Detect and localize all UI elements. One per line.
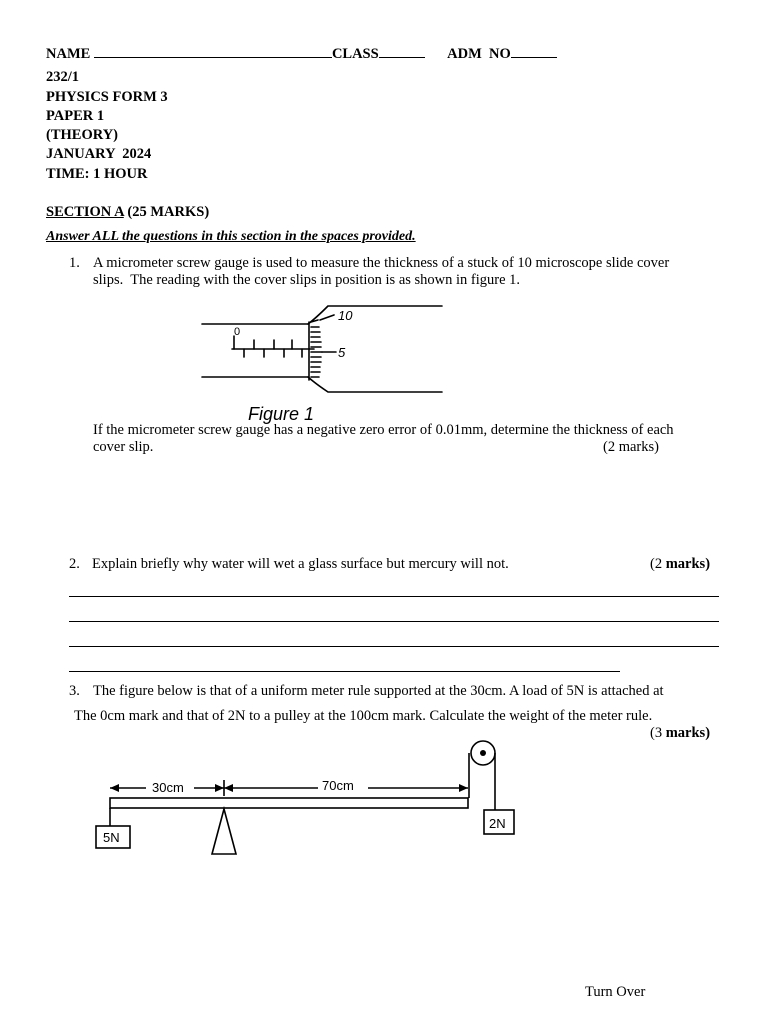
paper-type: (THEORY) (46, 127, 118, 143)
exam-date: JANUARY 2024 (46, 146, 152, 162)
adm-no-blank[interactable] (511, 44, 557, 58)
q1-line-1: A micrometer screw gauge is used to measure the thickness of a stuck of 10 microscope slide cover (93, 255, 670, 271)
paper-code: 232/1 (46, 69, 80, 85)
pulley-axle (480, 750, 486, 756)
answer-line[interactable] (69, 596, 719, 597)
name-label: NAME (46, 46, 91, 62)
q2-marks-word: marks) (665, 556, 711, 572)
q3-marks-open: (3 (650, 725, 666, 741)
arrow-head-left (110, 784, 119, 792)
section-heading (46, 204, 209, 221)
q1-line-2: slips. The reading with the cover slips in position is as shown in figure 1. (93, 272, 521, 288)
arrow-head-pivot-right (224, 784, 233, 792)
load-5n-label: 5N (103, 830, 120, 845)
thimble-10-label: 10 (338, 308, 353, 323)
name-blank[interactable] (94, 44, 332, 58)
distance-70cm-label: 70cm (322, 778, 354, 793)
class-label: CLASS (331, 46, 379, 62)
q2-marks (650, 556, 710, 573)
q2-marks-open: (2 (650, 556, 666, 572)
arrow-head-pivot-left (215, 784, 224, 792)
section-marks: (25 MARKS) (127, 204, 210, 220)
distance-30cm-label: 30cm (152, 780, 184, 795)
q2-text: Explain briefly why water will wet a glass surface but mercury will not. (92, 556, 509, 572)
exam-time: TIME: 1 HOUR (46, 166, 148, 182)
thimble-5-label: 5 (338, 345, 346, 360)
adm-label: ADM (447, 46, 482, 62)
q3-marks-word: marks) (665, 725, 711, 741)
section-title: SECTION A (46, 204, 124, 220)
answer-line[interactable] (69, 621, 719, 622)
q3-number: 3. (69, 683, 80, 699)
q2-number: 2. (69, 556, 80, 572)
load-2n-label: 2N (489, 816, 506, 831)
figure-1-caption: Figure 1 (248, 404, 315, 424)
pivot-triangle (212, 809, 236, 854)
q1-follow-1: If the micrometer screw gauge has a negative zero error of 0.01mm, determine the thickness of each (93, 422, 674, 438)
answer-line[interactable] (69, 646, 719, 647)
name-line (46, 44, 557, 63)
meter-rule (110, 798, 468, 808)
meter-rule-figure (86, 738, 526, 863)
class-blank[interactable] (379, 44, 425, 58)
micrometer-figure (196, 296, 446, 424)
q3-line-2: The 0cm mark and that of 2N to a pulley at the 100cm mark. Calculate the weight of the meter rule. (74, 708, 653, 724)
paper-number: PAPER 1 (46, 108, 105, 124)
q1-number: 1. (69, 255, 80, 271)
arrow-head-right (459, 784, 468, 792)
answer-line[interactable] (69, 671, 620, 672)
q1-marks: (2 marks) (603, 439, 659, 455)
q1-follow-2: cover slip. (93, 439, 154, 455)
sleeve-zero-label: 0 (234, 326, 241, 338)
q3-marks (650, 725, 710, 742)
section-instruction: Answer ALL the questions in this section in the spaces provided. (46, 229, 416, 244)
no-label: NO (489, 46, 511, 62)
subject-title: PHYSICS FORM 3 (46, 89, 168, 105)
turn-over-note: Turn Over (585, 984, 646, 1000)
q3-line-1: The figure below is that of a uniform meter rule supported at the 30cm. A load of 5N is attached at (93, 683, 664, 699)
